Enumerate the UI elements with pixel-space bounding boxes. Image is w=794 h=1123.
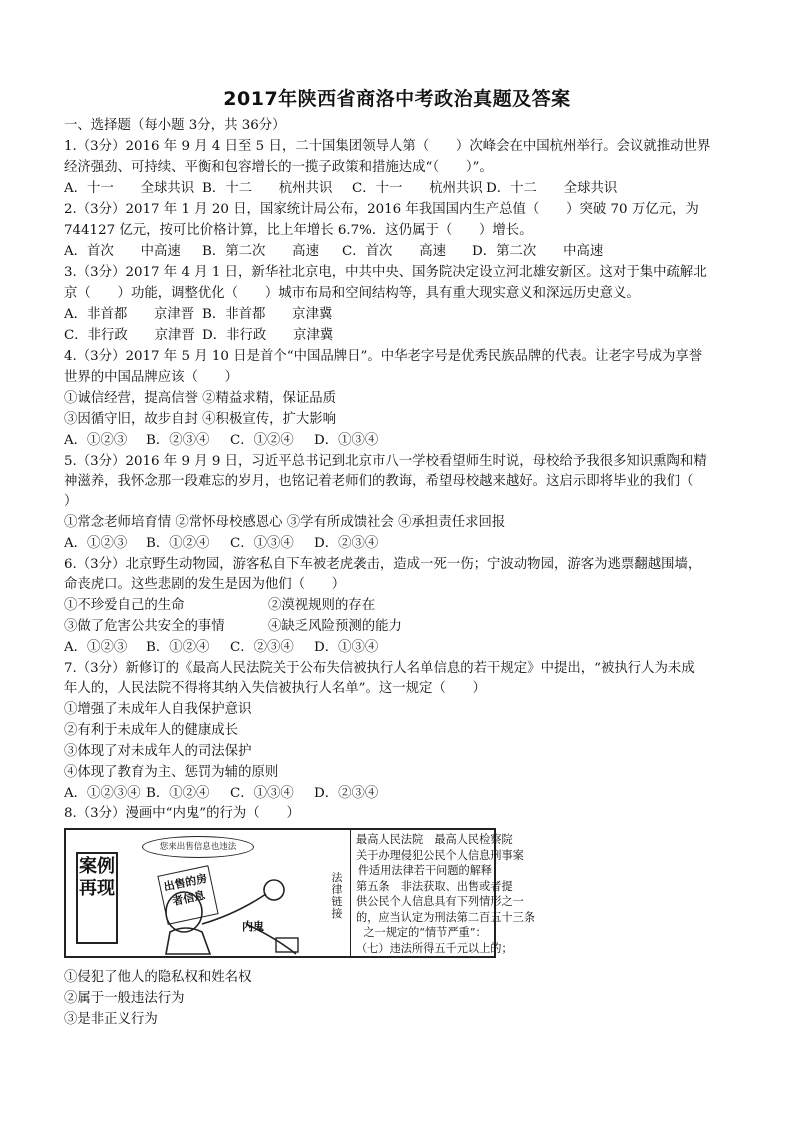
law-line: 之一规定的“情节严重”： <box>363 926 487 939</box>
q3-options-row1 <box>64 305 332 325</box>
q1-options <box>64 179 617 199</box>
cartoon-speech-bubble: 您来出售信息也违法 <box>142 836 254 858</box>
q2-text-line1: 2.（3分）2017 年 1 月 20 日，国家统计局公布，2016 年我国国内生产总值（ ）突破 70 万亿元，为 <box>64 202 699 217</box>
q6-option-d: D．①③④ <box>314 640 379 655</box>
q1-option-d: D．十二 全球共识 <box>486 181 618 196</box>
q3-text-line2: 京（ ）功能，调整优化（ ）城市布局和空间结构等，具有重大现实意义和深远历史意义。 <box>64 286 640 301</box>
law-line: 最高人民法院 最高人民检察院 <box>356 833 513 846</box>
q6-item-4: ④缺乏风险预测的能力 <box>268 619 402 634</box>
q2-option-a: A．首次 中高速 <box>64 244 181 259</box>
q3-option-b: B．非首都 京津冀 <box>202 307 333 322</box>
q1-text-line2: 经济强劲、可持续、平衡和包容增长的一揽子政策和措施达成“（ ）”。 <box>64 160 493 175</box>
q2-option-c: C．首次 高速 <box>342 244 446 259</box>
q5-option-c: C．①③④ <box>230 536 294 551</box>
q4-items-line1: ①诚信经营，提高信誉 ②精益求精，保证品质 <box>64 391 337 406</box>
q7-option-a: A．①②③④ <box>64 786 141 801</box>
law-line: 关于办理侵犯公民个人信息刑事案 <box>356 848 524 862</box>
q6-items-row2 <box>64 617 402 637</box>
q6-options <box>64 638 378 658</box>
law-line: （七）违法所得五千元以上的； <box>356 941 513 955</box>
q4-text-line2: 世界的中国品牌应该（ ） <box>64 370 239 385</box>
q6-item-1: ①不珍爱自己的生命 <box>64 598 185 613</box>
q7-option-c: C．①③④ <box>230 786 294 801</box>
cartoon-tag: 案例再现 <box>76 852 118 944</box>
cartoon-image <box>64 828 536 958</box>
q7-option-d: D．②③④ <box>314 786 379 801</box>
cartoon-divider <box>350 830 351 956</box>
q5-options <box>64 534 378 554</box>
q6-option-a: A．①②③ <box>64 640 128 655</box>
q2-text-line2: 744127 亿元，按可比价格计算，比上年增长 6.7%．这仍属于（ ）增长。 <box>64 223 533 238</box>
law-line: 件适用法律若干问题的解释 <box>357 864 493 877</box>
q8-text-line1: 8.（3分）漫画中“内鬼”的行为（ ） <box>64 806 300 821</box>
q5-text-line3: ） <box>64 494 78 509</box>
q3-option-c: C．非行政 京津晋 <box>64 328 195 343</box>
q7-text-line2: 年人的，人民法院不得将其纳入失信被执行人名单”。这一规定（ ） <box>64 681 486 696</box>
q4-text-line1: 4.（3分）2017 年 5 月 10 日是首个“中国品牌日”。中华老字号是优秀民族品牌的代表。让老字号成为享誉 <box>64 349 703 364</box>
q4-option-b: B．②③④ <box>146 433 210 448</box>
q4-option-a: A．①②③ <box>64 433 128 448</box>
q3-option-d: D．非行政 京津冀 <box>202 328 334 343</box>
q6-text-line2: 命丧虎口。这些悲剧的发生是因为他们（ ） <box>64 577 346 592</box>
q4-option-d: D．①③④ <box>314 433 379 448</box>
law-line: 第五条 非法获取、出售或者提 <box>356 879 513 893</box>
q6-item-2: ②漠视规则的存在 <box>268 598 376 613</box>
q8-item-2: ②属于一般违法行为 <box>64 991 185 1006</box>
law-line: 供公民个人信息具有下列情形之一 <box>356 895 524 908</box>
q6-text-line1: 6.（3分）北京野生动物园，游客私自下车被老虎袭击，造成一死一伤；宁波动物园，游客为逃票翻越围墙， <box>64 557 702 572</box>
q1-option-a: A．十一 全球共识 <box>64 181 195 196</box>
q1-option-c: C．十一 杭州共识 <box>352 181 483 196</box>
q2-option-d: D．第二次 中高速 <box>472 244 604 259</box>
page-title: 2017年陕西省商洛中考政治真题及答案 <box>223 88 571 110</box>
q7-item-3: ③体现了对未成年人的司法保护 <box>64 744 252 759</box>
q2-options <box>64 242 603 262</box>
cartoon-paper-sign: 出售的房者信息 <box>157 865 218 925</box>
q7-options <box>64 784 378 804</box>
q1-text-line1: 1.（3分）2016 年 9 月 4 日至 5 日，二十国集团领导人第（ ）次峰会在中国杭州举行。会议就推动世界 <box>64 139 711 154</box>
q7-item-4: ④体现了教育为主、惩罚为辅的原则 <box>64 765 279 780</box>
cartoon-label-neigui: 内鬼 <box>242 920 264 933</box>
q8-item-3: ③是非正义行为 <box>64 1012 158 1027</box>
q6-item-3: ③做了危害公共安全的事情 <box>64 619 225 634</box>
q3-text-line1: 3.（3分）2017 年 4 月 1 日，新华社北京电，中共中央、国务院决定设立河北雄安新区。这对于集中疏解北 <box>64 265 707 280</box>
q7-text-line1: 7.（3分）新修订的《最高人民法院关于公布失信被执行人名单信息的若干规定》中提出，“被执行人为未成 <box>64 661 695 676</box>
q6-option-b: B．①②④ <box>146 640 210 655</box>
q5-option-b: B．①②④ <box>146 536 210 551</box>
cartoon-law-text <box>356 832 536 956</box>
q5-option-a: A．①②③ <box>64 536 128 551</box>
q6-items-row1 <box>64 596 375 616</box>
q3-option-a: A．非首都 京津晋 <box>64 307 195 322</box>
section-heading: 一、选择题（每小题 3分，共 36分） <box>64 118 286 133</box>
cartoon-law-link-label: 法律链接 <box>331 871 343 920</box>
q8-item-1: ①侵犯了他人的隐私权和姓名权 <box>64 970 252 985</box>
q7-item-2: ②有利于未成年人的健康成长 <box>64 723 239 738</box>
q5-text-line2: 神滋养，我怀念那一段难忘的岁月，也铭记着老师们的教诲，希望母校越来越好。这启示即将毕业的我们（ <box>64 474 694 489</box>
q7-item-1: ①增强了未成年人自我保护意识 <box>64 702 252 717</box>
cartoon-figure <box>126 854 326 958</box>
law-line: 的，应当认定为刑法第二百五十三条 <box>356 910 536 924</box>
q4-option-c: C．①②④ <box>230 433 294 448</box>
q4-options <box>64 431 378 451</box>
q7-option-b: B．①②④ <box>146 786 210 801</box>
q4-items-line2: ③因循守旧，故步自封 ④积极宣传，扩大影响 <box>64 412 337 427</box>
q5-text-line1: 5.（3分）2016 年 9 月 9 日，习近平总书记到北京市八一学校看望师生时说，母校给予我很多知识熏陶和精 <box>64 454 707 469</box>
q1-option-b: B．十二 杭州共识 <box>202 181 333 196</box>
q6-option-c: C．②③④ <box>230 640 294 655</box>
q2-option-b: B．第二次 高速 <box>202 244 319 259</box>
q5-items: ①常念老师培育情 ②常怀母校感恩心 ③学有所成馈社会 ④承担责任求回报 <box>64 515 506 530</box>
q3-options-row2 <box>64 326 333 346</box>
q5-option-d: D．②③④ <box>314 536 379 551</box>
